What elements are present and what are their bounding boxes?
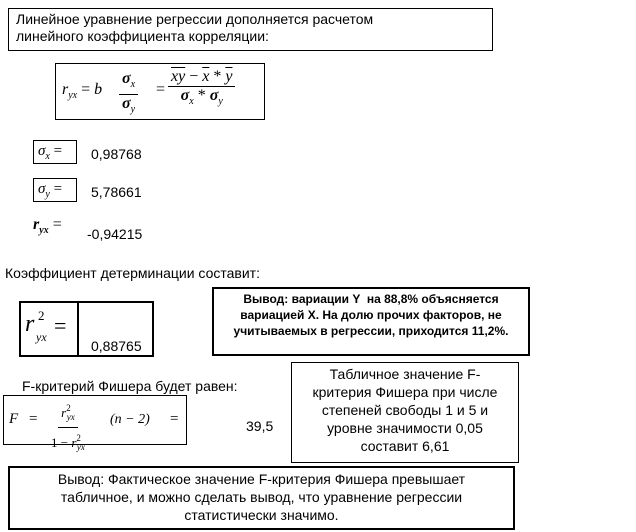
sigma-y-sub: y <box>45 189 50 200</box>
table-value-line-3: степеней свободы 1 и 5 и <box>321 402 489 418</box>
conclusion-2-line-1: Вывод: Фактическое значение F-критерия Фишера превышает <box>57 471 466 487</box>
conclusion-1-box <box>212 287 530 356</box>
den-times: * <box>197 87 206 104</box>
fisher-one-minus: 1 − <box>51 435 69 450</box>
table-value-line-2: критерия Фишера при числе <box>312 384 498 400</box>
sigma-fraction <box>119 70 138 119</box>
fisher-fraction <box>48 398 88 457</box>
conclusion-2-line-3: статистически значимо. <box>184 507 339 523</box>
conclusion-1-line-1: Вывод: вариации Y на 88,8% объясняется <box>243 292 499 306</box>
den-sigma-x-sub: x <box>189 96 194 107</box>
fisher-formula <box>3 395 187 452</box>
conclusion-1-line-2: вариацией Х. На долю прочих факторов, не <box>240 308 502 322</box>
conclusion-2-line-2: табличное, и можно сделать вывод, что уравнение регрессии <box>60 489 463 505</box>
fisher-eq2: = <box>170 411 179 427</box>
r-yx-label <box>33 216 62 236</box>
x-bar: $\overline{x}$ <box>202 68 210 85</box>
fisher-eq: = <box>29 411 38 427</box>
fisher-F: F <box>9 411 19 427</box>
sigma-num-sub: x <box>130 79 136 90</box>
r-yx-sub: yx <box>39 225 49 236</box>
table-value-line-5: составит 6,61 <box>360 438 450 454</box>
fisher-factor: (n − 2) <box>110 412 150 427</box>
sigma-y-eq: = <box>53 181 63 197</box>
sigma-den: σ <box>122 95 131 112</box>
sigma-x-value: 0,98768 <box>91 146 142 162</box>
intro-text-box <box>8 8 493 51</box>
determination-heading: Коэффициент детерминации составит: <box>5 265 260 281</box>
table-value-box <box>291 362 519 463</box>
formula-r: r <box>62 81 69 98</box>
r-yx-value: -0,94215 <box>87 226 143 242</box>
sigma-x-box <box>33 140 77 164</box>
xy-bar: $\overline{xy}$ <box>171 68 186 85</box>
sigma-x-eq: = <box>53 143 63 159</box>
y-bar: $\overline{y}$ <box>225 68 233 85</box>
den-sigma-y-sub: y <box>218 96 223 107</box>
fisher-den-sub: yx <box>76 442 85 452</box>
sigma-x-symbol: σ <box>38 143 46 159</box>
conclusion-1-line-3: учитываемых в регрессии, приходится 11,2%. <box>233 324 509 338</box>
sigma-num: σ <box>122 70 131 87</box>
conclusion-2-box <box>8 466 515 530</box>
r-squared-value-box <box>77 301 154 357</box>
fisher-num-r: r <box>61 405 67 420</box>
intro-line-2: линейного коэффициента корреляции: <box>16 28 269 44</box>
fisher-den-sup: 2 <box>76 433 81 443</box>
fisher-heading: F-критерий Фишера будет равен: <box>22 378 238 394</box>
table-value-line-1: Табличное значение F- <box>329 366 481 382</box>
formula-eq1: = <box>81 81 91 98</box>
r-yx-symbol: r <box>33 216 40 233</box>
r2-symbol: r <box>25 311 35 337</box>
sigma-den-sub: y <box>130 104 136 115</box>
r-yx-eq: = <box>52 216 62 233</box>
fisher-value: 39,5 <box>246 418 274 434</box>
formula-eq2: = <box>156 81 166 98</box>
intro-line-1: Линейное уравнение регрессии дополняется расчетом <box>16 11 374 27</box>
table-value-line-4: уровне значимости 0,05 <box>327 420 483 436</box>
r-squared-value: 0,88765 <box>91 338 142 354</box>
r2-sup: 2 <box>38 308 45 323</box>
den-sigma-y: σ <box>209 87 219 104</box>
den-sigma-x: σ <box>180 87 190 104</box>
r2-sub: yx <box>36 330 47 344</box>
main-fraction <box>168 68 235 111</box>
sigma-y-box <box>33 178 77 202</box>
sigma-y-symbol: σ <box>38 181 46 197</box>
formula-r-sub: yx <box>68 90 78 101</box>
r-squared-symbol-box <box>19 301 79 357</box>
correlation-formula <box>55 63 265 120</box>
fisher-num-sub: yx <box>66 412 75 422</box>
r2-eq: = <box>54 313 67 338</box>
fisher-num-sup: 2 <box>66 403 71 413</box>
times-sign: * <box>213 68 222 85</box>
sigma-x-sub: x <box>45 151 50 162</box>
minus-sign: − <box>189 68 199 85</box>
formula-b: b <box>94 81 103 98</box>
fisher-den-r: r <box>71 435 77 450</box>
sigma-y-value: 5,78661 <box>91 184 142 200</box>
